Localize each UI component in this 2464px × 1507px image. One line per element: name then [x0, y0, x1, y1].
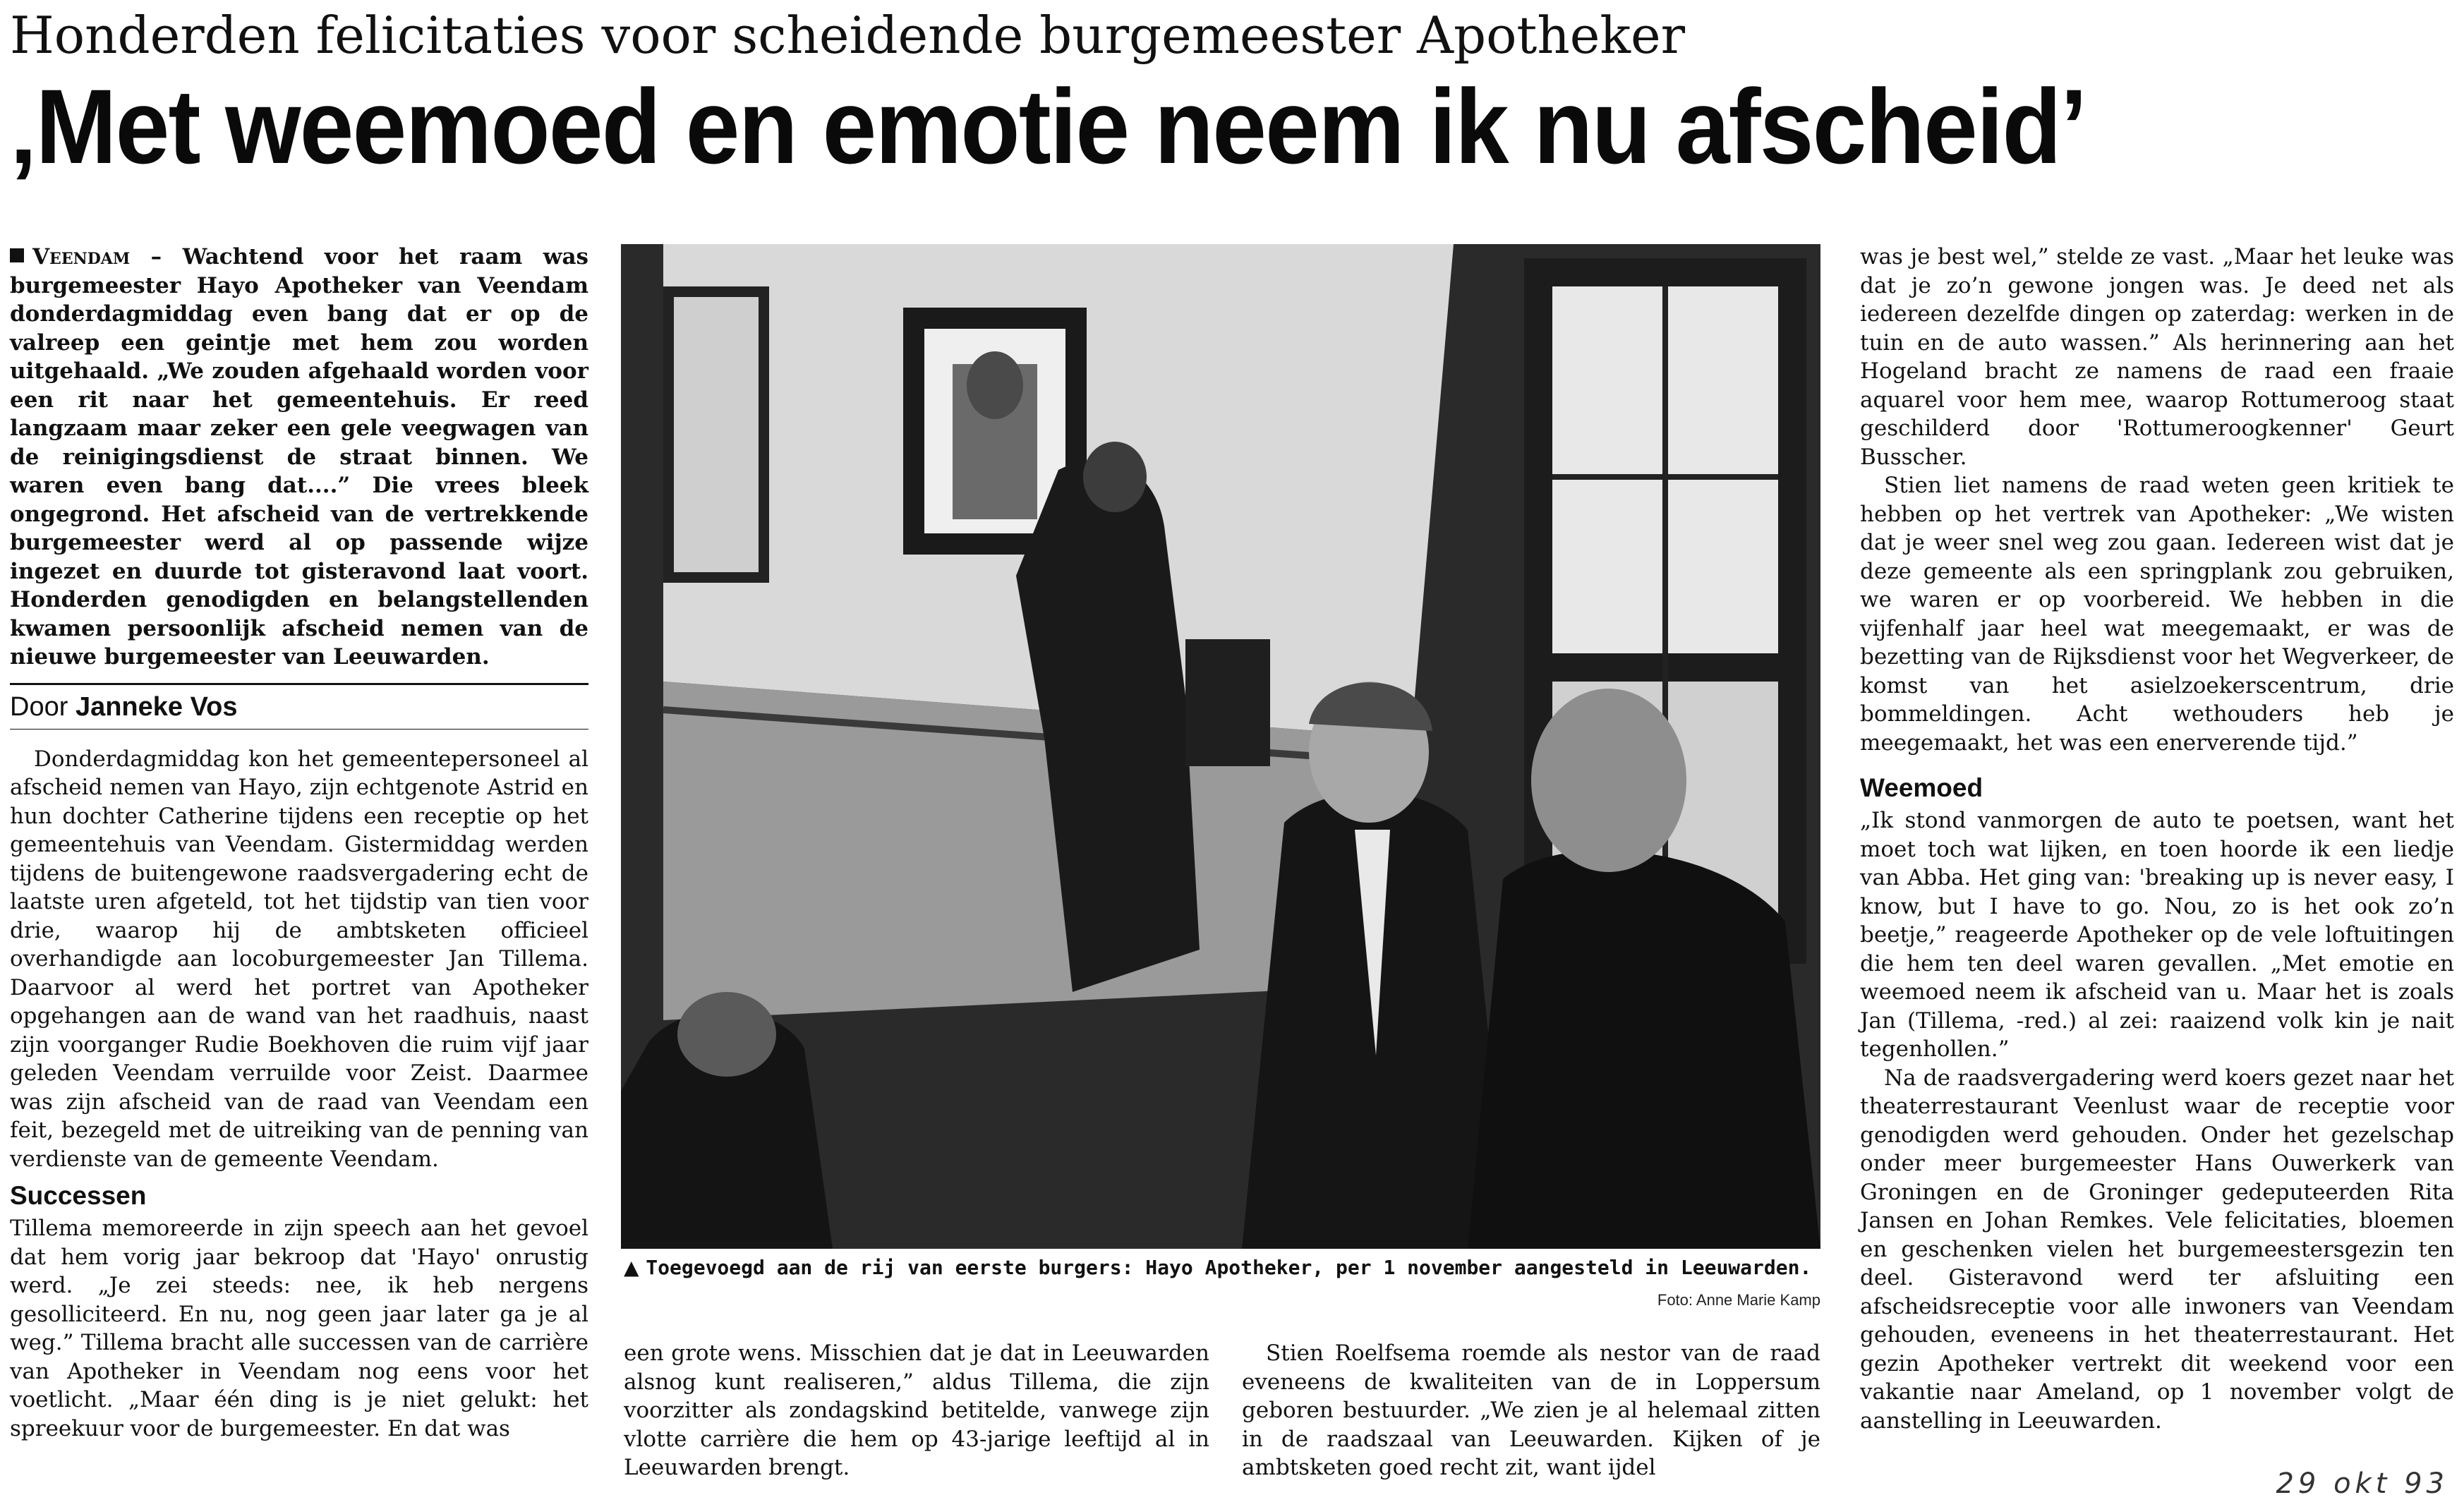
intro-paragraph	[10, 243, 588, 672]
byline	[10, 689, 588, 725]
body-paragraph: Na de raadsvergadering werd koers gezet naar het theaterrestaurant Veenlust waar de receptie voor genodigden werd gehouden. Onder het gezelschap onder meer burgemeester Hans Ouwerkerk van Groningen en de Groninger gedeputeerden Rita Jansen en Johan Remkes. Vele felicitaties, bloemen en geschenken vielen het burgemeestersgezin ten deel. Gisteravond werd ter afsluiting een afscheidsreceptie voor alle inwoners van Veendam gehouden, eveneens in het theaterrestaurant. Het gezin Apotheker vertrekt dit weekend voor een vakantie naar Ameland, op 1 november volgt de aanstelling in Leeuwarden.	[1860, 1065, 2454, 1434]
body-paragraph: Tillema memoreerde in zijn speech aan het gevoel dat hem vorig jaar bekroop dat 'Hayo' onrustig werd. „Je zei steeds: nee, ik heb nergens gesolliciteerd. En nu, nog geen jaar later ga je al weg.” Tillema bracht alle successen van de carrière van Apotheker in Veendam nog eens voor het voetlicht. „Maar één ding is je niet gelukt: het spreekuur voor de burgemeester. En dat was	[10, 1216, 588, 1441]
article-headline: ‚Met weemoed en emotie neem ik nu afscheid’	[10, 67, 2086, 186]
intro-text: – Wachtend voor het raam was burgemeester Hayo Apotheker van Veendam donderdagmiddag even bang dat er op de valreep een geintje met hem zou worden uitgehaald. „We zouden afgehaald worden voor een rit naar het gemeentehuis. Er reed langzaam maar zeker een gele veegwagen van de reinigingsdienst de straat binnen. We waren even bang dat....” Die vrees bleek ongegrond. Het afscheid van de vertrekkende burgemeester werd al op passende wijze ingezet en duurde tot gisteravond laat voort. Honderden genodigden en belangstellenden kwamen persoonlijk afscheid nemen van de nieuwe burgemeester van Leeuwarden.	[10, 244, 588, 670]
divider-thin	[10, 729, 588, 730]
photo-image	[621, 244, 1820, 1249]
column-2	[624, 1339, 1209, 1482]
column-4	[1860, 243, 2454, 1435]
news-photo	[621, 244, 1820, 1249]
column-1	[10, 243, 588, 1443]
body-paragraph: was je best wel,” stelde ze vast. „Maar het leuke was dat je zo’n gewone jongen was. Je deed net als iedereen dezelfde dingen op zaterdag: werken in de tuin en de auto wassen.” Als herinnering aan het Hogeland bracht ze namens de raad een fraaie aquarel voor hem mee, waarop Rottumeroog staat geschilderd door 'Rottumeroogkenner' Geurt Busscher.	[1860, 244, 2454, 470]
handwritten-date: 29 okt 93	[2276, 1467, 2448, 1500]
byline-author: Janneke Vos	[75, 691, 238, 722]
subheading: Successen	[10, 1181, 147, 1210]
body-paragraph: Stien liet namens de raad weten geen kritiek te hebben op het vertrek van Apotheker: „We wisten dat je weer snel weg zou gaan. Iedereen wist dat je deze gemeente als een springplank zou gebruiken, we waren er op voorbereid. We hebben in die vijfenhalf jaar heel wat meegemaakt, er was de bezetting van de Rijksdienst voor het Wegverkeer, de komst van het asielzoekerscentrum, drie bommeldingen. Acht wethouders heb je meegemaakt, het was een enerverende tijd.”	[1860, 473, 2454, 756]
caption-text: Toegevoegd aan de rij van eerste burgers: Hayo Apotheker, per 1 november aangesteld in Leeuwarden.	[646, 1256, 1812, 1279]
article-kicker: Honderden felicitaties voor scheidende burgemeester Apotheker	[10, 6, 1685, 65]
divider	[10, 683, 588, 685]
byline-prefix: Door	[10, 691, 68, 722]
body-paragraph: Stien Roelfsema roemde als nestor van de raad eveneens de kwaliteiten van de in Loppersum geboren bestuurder. „We zien je al helemaal zitten in de raadszaal van Leeuwarden. Kijken of je ambtsketen goed recht zit, want ijdel	[1242, 1340, 1820, 1480]
photo-credit: Foto: Anne Marie Kamp	[1657, 1291, 1820, 1309]
subheading: Weemoed	[1860, 773, 1983, 802]
caption-triangle-icon: ▲	[624, 1256, 646, 1279]
dateline: Veendam	[32, 244, 131, 270]
photo-caption	[624, 1254, 1819, 1281]
column-3	[1242, 1339, 1820, 1482]
body-paragraph: „Ik stond vanmorgen de auto te poetsen, want het moet toch wat lijken, en toen hoorde ik een liedje van Abba. Het ging van: 'breaking up is never easy, I know, but I have to go. Nou, zo is het ook zo’n beetje,” reageerde Apotheker op de vele loftuitingen die hem ten deel waren gevallen. „Met emotie en weemoed neem ik afscheid van u. Maar het is zoals Jan (Tillema, -red.) al zei: raaizend volk kin je nait tegenhollen.”	[1860, 808, 2454, 1062]
body-paragraph: Donderdagmiddag kon het gemeentepersoneel al afscheid nemen van Hayo, zijn echtgenote Astrid en hun dochter Catherine tijdens een receptie op het gemeentehuis van Veendam. Gistermiddag werden tijdens de buitengewone raadsvergadering echt de laatste uren afgeteld, tot het tijdstip van tien voor drie, waarop hij de ambtsketen officieel overhandigde aan locoburgemeester Jan Tillema. Daarvoor al werd het portret van Apotheker opgehangen aan de wand van het raadhuis, naast zijn voorganger Rudie Boekhoven die ruim vijf jaar geleden Veendam verruilde voor Zeist. Daarmee was zijn afscheid van de raad van Veendam een feit, bezegeld met de uitreiking van de penning van verdienste van de gemeente Veendam.	[10, 746, 588, 1172]
bullet-square-icon	[10, 248, 24, 262]
body-paragraph: een grote wens. Misschien dat je dat in Leeuwarden alsnog kunt realiseren,” aldus Tillema, die zijn voorzitter als zondagskind betitelde, vanwege zijn vlotte carrière die hem op 43-jarige leeftijd al in Leeuwarden brengt.	[624, 1340, 1209, 1480]
